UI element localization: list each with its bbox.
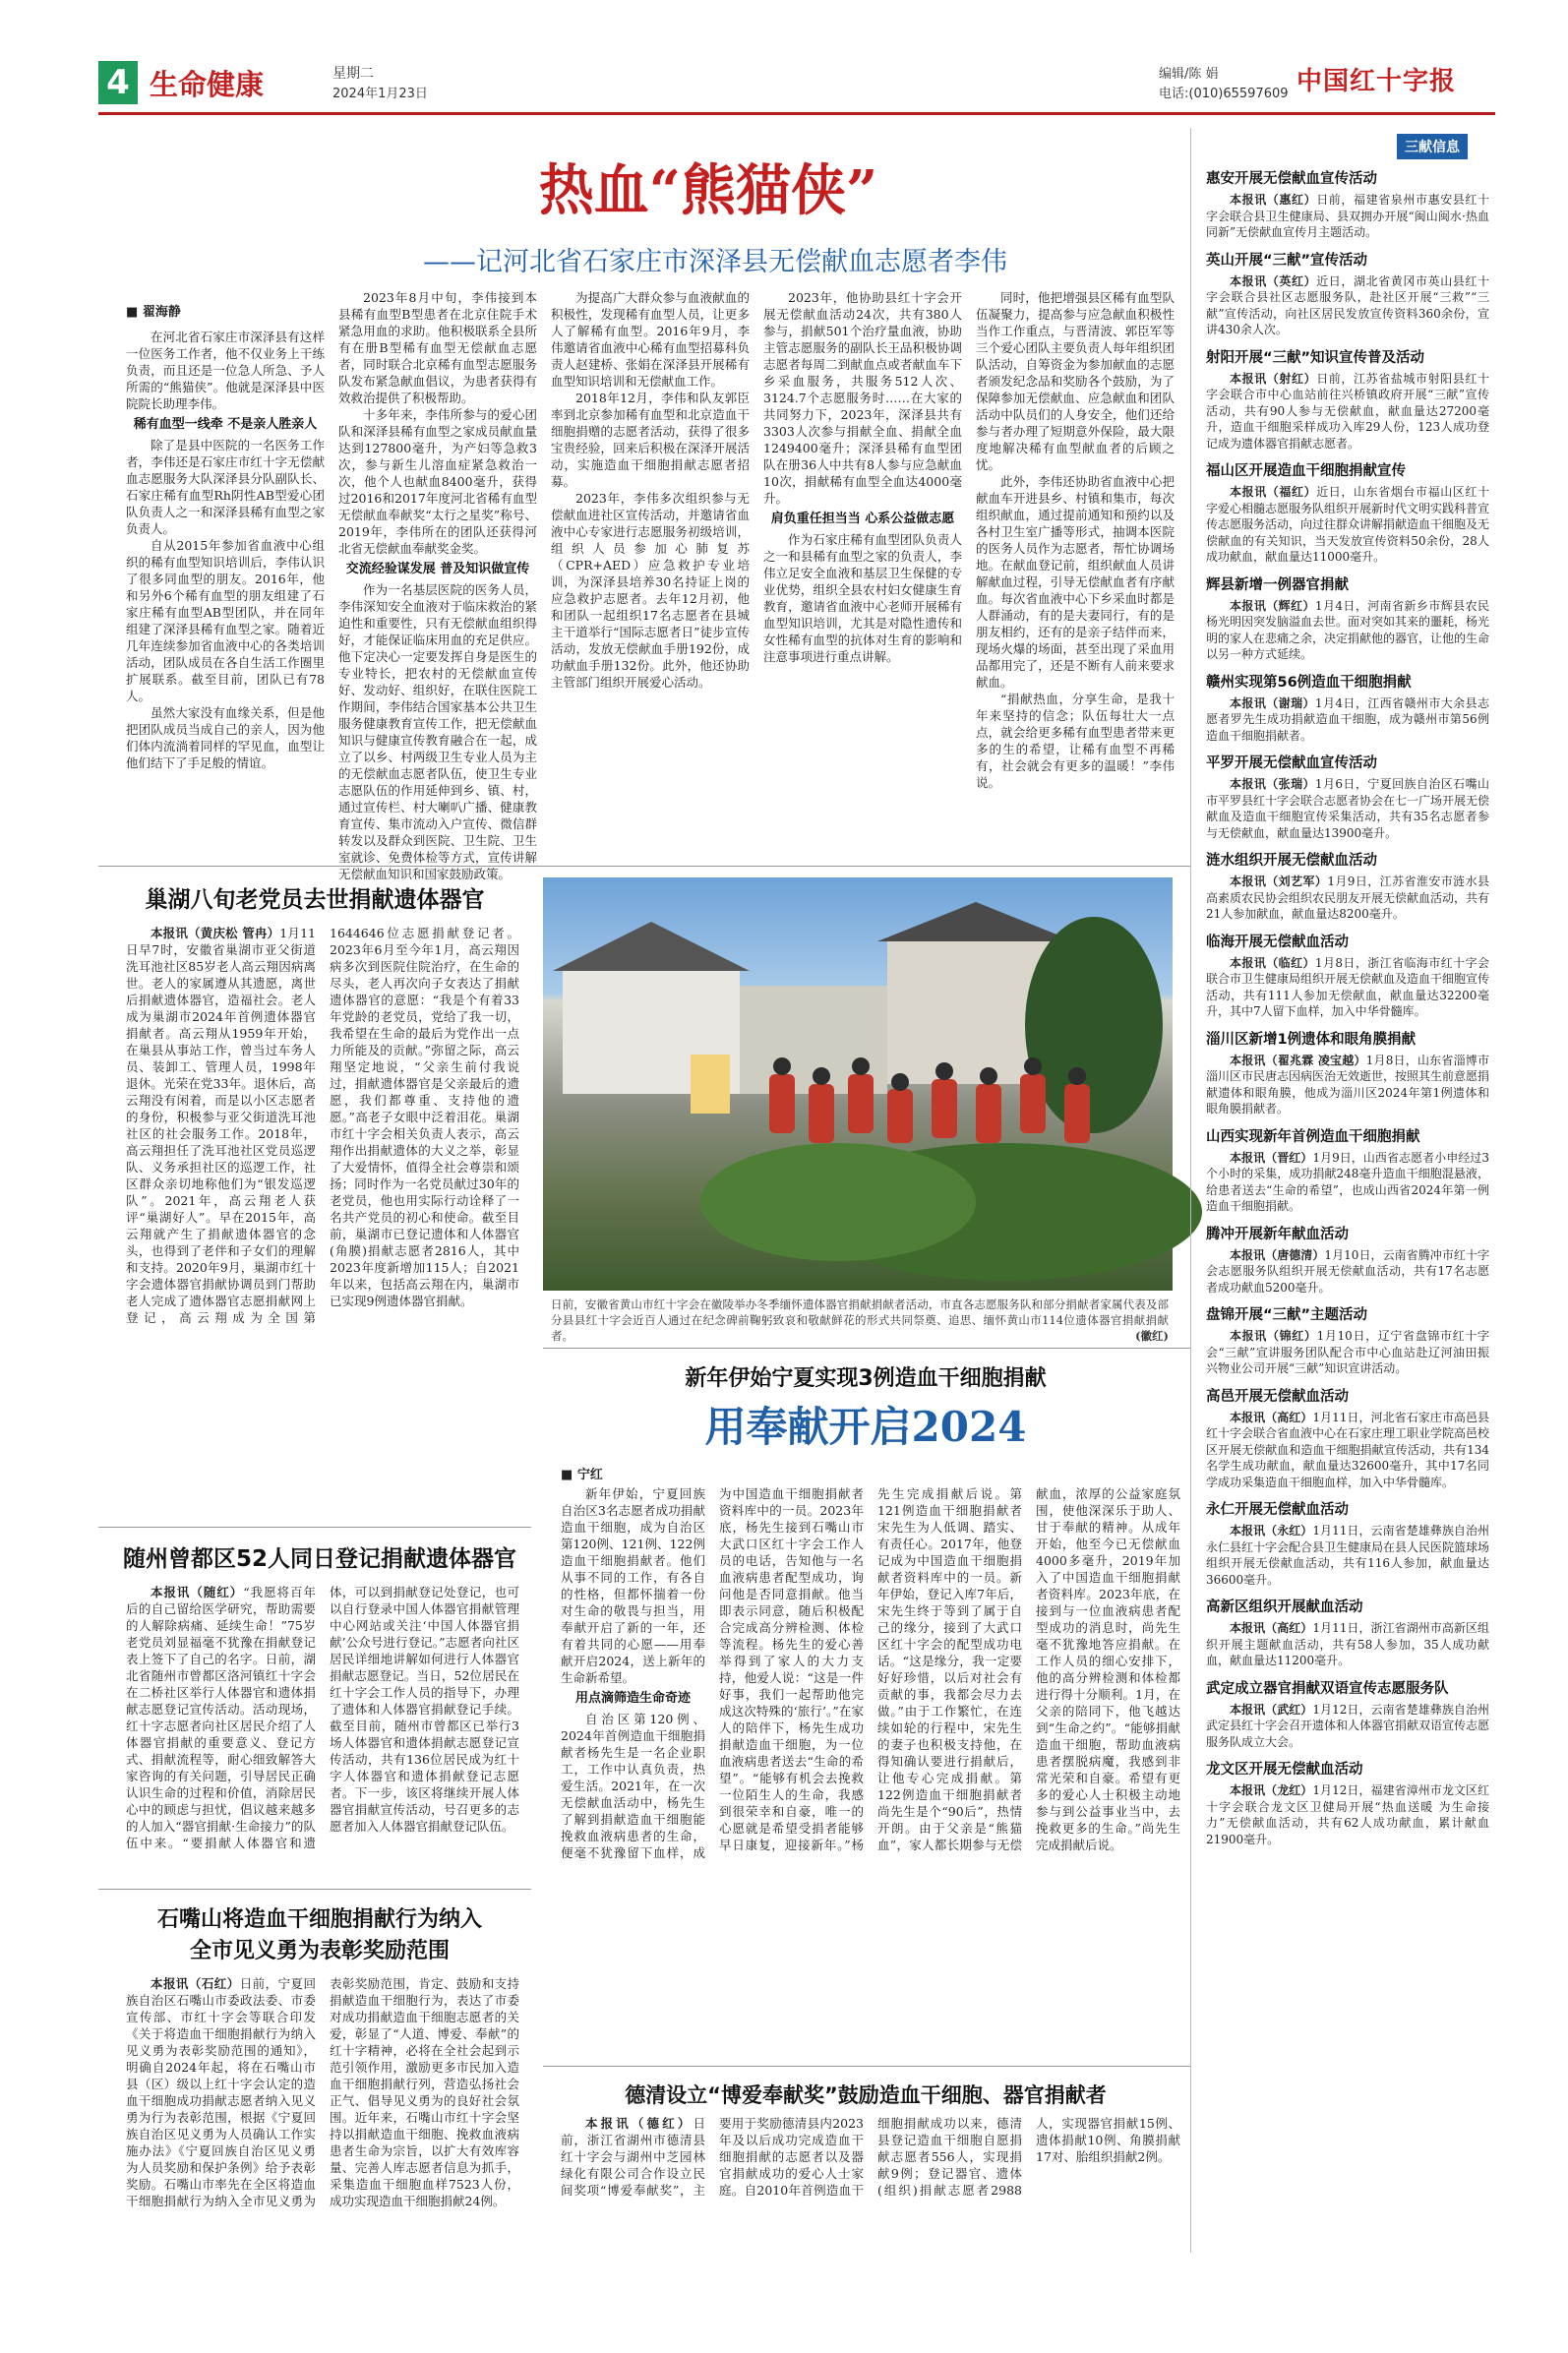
- main-paragraph: 作为石家庄稀有血型团队负责人之一和县稀有血型之家的负责人，李伟立足安全血液和基层卫生保健的专业优势，组织全县农村妇女健康生育教育，邀请省血液中心老师开展稀有血型知识培训，尤其是对隐性遗传和女性稀有血型的抗体对生育的影响和注意事项进行重点讲解。: [763, 532, 962, 664]
- article3-body: [126, 1584, 519, 1879]
- brief-title: 福山区开展造血干细胞捐献宣传: [1206, 463, 1406, 479]
- brief-title: 淄川区新增1例遗体和眼角膜捐献: [1206, 1031, 1417, 1048]
- briefs-header-label: 三献信息: [1405, 140, 1460, 155]
- article4-title-1: 石嘴山将造血干细胞捐献行为纳入: [156, 1907, 482, 1932]
- brief-byline: 本报讯（高红）: [1230, 1621, 1313, 1635]
- brief-text: 近日，湖北省黄冈市英山县红十字会联合县社区志愿服务队，赴社区开展“三救”“三献”宣传活动，向社区居民发放宣传资料360余份，宣讲430余人次。: [1206, 273, 1489, 336]
- brief-byline: 本报讯（武红）: [1230, 1702, 1313, 1717]
- brief-title: 腾冲开展新年献血活动: [1206, 1226, 1349, 1242]
- brief-byline: 本报讯（英红）: [1230, 273, 1317, 288]
- brief-text: 1月12日，福建省漳州市龙文区红十字会联合龙文区卫健局开展“热血送暖 为生命接力”无偿献血活动，共有62人成功献血，累计献血21900毫升。: [1206, 1783, 1489, 1846]
- section-divider: [98, 866, 1190, 867]
- brief-byline: 本报讯（辉红）: [1230, 598, 1315, 613]
- brief-item: [1206, 1303, 1489, 1377]
- brief-item: [1206, 931, 1489, 1020]
- brief-byline: 本报讯（晋红）: [1230, 1150, 1313, 1165]
- main-paragraph: 十多年来，李伟所参与的爱心团队和深泽县稀有血型之家成员献血量达到127800毫升，为产妇等急救3次，参与新生儿溶血症紧急救治一次，他个人也献血8400毫升，获得过2016和2017年度河北省稀有血型无偿献血奉献奖“太行之星奖”称号、2019年，李伟所在的团队还获得河北省无偿献血奉献奖金奖。: [338, 407, 537, 556]
- brief-title: 高邑开展无偿献血活动: [1206, 1388, 1349, 1405]
- brief-text-block: [1206, 484, 1489, 566]
- article5-text: 新年伊始，宁夏回族自治区3名志愿者成功捐献造血干细胞，成为自治区第120例、121例、122例造血干细胞捐献者。他们从事不同的工作，有各自的性格，但都怀揣着一份对生命的敬畏与担当，用奉献开启了新的一年，还有着共同的心愿——用奉献开启2024，送上新年的生命新希望。: [561, 1486, 705, 1685]
- header-editor: 编辑/陈 娟: [1159, 67, 1219, 82]
- brief-text-block: [1206, 1410, 1489, 1491]
- brief-byline: 本报讯（张瑞）: [1230, 777, 1315, 791]
- main-paragraph: 2023年，他协助县红十字会开展无偿献血活动24次，共有380人参与，捐献501个治疗量血液，协助主管志愿服务的副队长王品积极协调志愿者每周二到献血点或者献血车下乡采血服务，共服务512人次、3124.7个志愿服务时……在大家的共同努力下，2023年，深泽县共有3303人次参与捐献全血、捐献全血1249400毫升；深泽县稀有血型团队在册36人中共有8人参与应急献血10次，捐献稀有血型全血达4000毫升。: [763, 290, 962, 506]
- brief-byline: 本报讯（翟兆霖 凌宝越）: [1230, 1053, 1366, 1067]
- briefs-header: [1397, 134, 1468, 159]
- brief-item: [1206, 1125, 1489, 1215]
- article2-body: [126, 925, 519, 1515]
- main-paragraph: 虽然大家没有血缘关系，但是他把团队成员当成自己的亲人，因为他们体内流淌着同样的罕见血，血型让他们结下了手足般的情谊。: [126, 705, 325, 770]
- brief-text: 近日，山东省烟台市福山区红十字爱心相髓志愿服务队组织开展新时代文明实践科普宣传志愿服务活动，向过往群众讲解捐献造血干细胞及无偿献血的有关知识，当天发放宣传资料50余份，28人成功献血，献血量达11000毫升。: [1206, 485, 1490, 564]
- page-header: [98, 57, 1495, 112]
- article5-byline: 宁红: [576, 1468, 603, 1482]
- brief-text: 1月11日，浙江省湖州市高新区组织开展主题献血活动，共有58人参加，35人成功献血，献血量达11200毫升。: [1206, 1621, 1489, 1667]
- article4-byline: 本报讯（石红）: [151, 1976, 240, 1991]
- brief-byline: 本报讯（高红）: [1230, 1410, 1313, 1424]
- page-number-box: [98, 61, 138, 104]
- brief-title: 赣州实现第56例造血干细胞捐献: [1206, 674, 1412, 691]
- brief-item: [1206, 849, 1489, 923]
- article2-byline: 本报讯（黄庆松 管冉）: [151, 926, 280, 940]
- article6-text: 日前，浙江省湖州市德清县红十字会与湖州中芝园林绿化有限公司合作设立民间奖项“博爱奉献奖”，主要用于奖励德清县内2023年及以后成功完成造血干细胞捐献的志愿者以及器官捐献成功的爱心人士家庭。自2010年首例造血干细胞捐献成功以来，德清县登记造血干细胞自愿捐献志愿者556人，实现捐献9例；登记器官、遗体(组织)捐献志愿者2988人，实现器官捐献15例、遗体捐献10例、角膜捐献17对、胎组织捐献2例。: [561, 2116, 1180, 2198]
- brief-title: 永仁开展无偿献血活动: [1206, 1502, 1349, 1518]
- brief-item: [1206, 167, 1489, 241]
- brief-text-block: [1206, 1620, 1489, 1669]
- section-divider: [98, 1889, 531, 1890]
- brief-text-block: [1206, 273, 1489, 338]
- brief-title: 临海开展无偿献血活动: [1206, 934, 1349, 950]
- article5-kicker: 新年伊始宁夏实现3例造血干细胞捐献: [685, 1366, 1047, 1391]
- brief-byline: 本报讯（惠红）: [1230, 193, 1317, 207]
- main-paragraph: 2023年，李伟多次组织参与无偿献血进社区宣传活动，并邀请省血液中心专家进行志愿服务初级培训，组织人员参加心肺复苏（CPR+AED）应急救护专业培训，为深泽县培养30名持证上岗的应急救护志愿者。去年12月初，他和团队一起组织17名志愿者在县城主干道举行“国际志愿者日”徒步宣传活动，发放无偿献血手册192份，成功献血手册132份。此外，他还协助主管部门组织开展爱心活动。: [551, 491, 750, 690]
- main-subtitle: ——记河北省石家庄市深泽县无偿献血志愿者李伟: [423, 247, 1007, 277]
- brief-title: 涟水组织开展无偿献血活动: [1206, 853, 1377, 869]
- brief-byline: 本报讯（龙红）: [1230, 1783, 1313, 1797]
- brief-title: 射阳开展“三献”知识宣传普及活动: [1206, 349, 1425, 366]
- article4-title-2: 全市见义勇为表彰奖励范围: [189, 1939, 450, 1963]
- article3-title: 随州曾都区52人同日登记捐献遗体器官: [122, 1546, 516, 1572]
- brief-text: 1月12日，云南省楚雄彝族自治州武定县红十字会召开遗体和人体器官捐献双语宣传志愿服务队成立大会。: [1206, 1702, 1490, 1749]
- brief-byline: 本报讯（射红）: [1230, 371, 1317, 386]
- article6-body: [561, 2115, 1180, 2253]
- main-paragraph: 此外，李伟还协助省血液中心把献血车开进县乡、村镇和集市，每次组织献血，通过提前通知和预约以及各村卫生室广播等形式，抽调本医院的医务人员作为志愿者，帮忙协调场地。在献血登记前，组织献血人员讲解献血过程，引导无偿献血者有序献血。每次省血液中心下乡采血时都是人群涌动，有的是夫妻同行，有的是朋友相约，还有的是亲子结伴而来，现场火爆的场面，甚至出现了采血用品都用完了，还是不断有人前来要求献血。: [976, 474, 1175, 690]
- article4-body: [126, 1975, 519, 2270]
- masthead-logo: 中国红十字报: [1297, 67, 1457, 96]
- main-paragraph: 同时，他把增强县区稀有血型队伍凝聚力，提高参与应急献血积极性当作工作重点，与晋清波、郭臣军等三个爱心团队主要负责人每年组织团队活动，自筹资金为参加献血的志愿者颁发纪念品和奖励各个鼓励，为了保障参加无偿献血、应急献血和团队活动中队员们的人身安全，他们还给参与者办理了短期意外保险，最大限度地解决稀有血型献血者的后顾之忧。: [976, 290, 1175, 472]
- brief-title: 山西实现新年首例造血干细胞捐献: [1206, 1128, 1420, 1145]
- brief-text: 1月6日，宁夏回族自治区石嘴山市平罗县红十字会联合志愿者协会在七一广场开展无偿献血及造血干细胞宣传采集活动，共有35名志愿者参与无偿献血，献血量达13900毫升。: [1206, 777, 1490, 840]
- section-name: 生命健康: [150, 68, 265, 101]
- sidebar-divider: [1190, 128, 1191, 2253]
- main-col-5: [976, 289, 1175, 856]
- main-subhead: 稀有血型一线牵 不是亲人胜亲人: [133, 417, 318, 432]
- brief-item: [1206, 1758, 1489, 1847]
- header-date: 2024年1月23日: [332, 87, 428, 101]
- photo-caption: [551, 1297, 1169, 1344]
- main-col-3: [551, 289, 750, 856]
- brief-text: 1月9日，江苏省淮安市涟水县高素质农民协会组织农民朋友开展无偿献血活动，共有21人参加献血，献血量达8200毫升。: [1206, 875, 1490, 921]
- article5-byline-box: [561, 1464, 603, 1482]
- brief-text-block: [1206, 598, 1489, 663]
- brief-text: 日前，江苏省盐城市射阳县红十字会联合市中心血站前往兴桥镇政府开展“三献”宣传活动，共有90人参与无偿献血，献血量达27200毫升，造血干细胞采样成功入库29人份，123人成功登记成为遗体器官捐献志愿者。: [1206, 371, 1489, 451]
- brief-title: 高新区组织开展献血活动: [1206, 1599, 1363, 1615]
- section-divider: [543, 1348, 1190, 1349]
- brief-text: 1月4日，河南省新乡市辉县农民杨光明因突发脑溢血去世。面对突如其来的噩耗，杨光明的家人在悲痛之余，决定捐献他的器官，让他的生命以另一种方式延续。: [1206, 598, 1490, 661]
- brief-item: [1206, 1385, 1489, 1491]
- main-paragraph: 除了是县中医院的一名医务工作者，李伟还是石家庄市红十字无偿献血志愿服务大队深泽县分队副队长、石家庄稀有血型Rh阴性AB型爱心团队负责人之一和深泽县稀有血型之家负责人。: [126, 438, 325, 536]
- brief-text: 1月8日，浙江省临海市红十字会联合市卫生健康局组织开展无偿献血及造血干细胞宣传活动，共有111人参加无偿献血，献血量达32200毫升，其中7人留下血样，加入中华骨髓库。: [1206, 955, 1490, 1018]
- brief-title: 惠安开展无偿献血宣传活动: [1206, 171, 1377, 187]
- article5-title: 用奉献开启2024: [704, 1403, 1027, 1451]
- brief-text-block: [1206, 695, 1489, 745]
- main-byline-box: [126, 301, 181, 320]
- brief-title: 平罗开展无偿献血宣传活动: [1206, 755, 1377, 771]
- main-paragraph: 作为一名基层医院的医务人员，李伟深知安全血液对于临床救治的紧迫性和重要性，只有无偿献血组织得好，才能保证临床用血的充足供应。他下定决心一定要发挥自身是医生的专业特长，把农村的无偿献血宣传好、发动好、组织好，在联住医院工作期间，李伟结合国家基本公共卫生服务健康教育宣传工作，把无偿献血知识与健康宣传教育融合在一起，成立了以乡、村两级卫生专业人员为主的无偿献血志愿者队伍，使卫生专业志愿队伍的作用延伸到乡、镇、村，通过宣传栏、村大喇叭广播、健康教育宣传、集市流动入户宣传、微信群转发以及群众到医院、卫生院、卫生室就诊、免费体检等方式，宣传讲解无偿献血知识和国家鼓励政策。: [338, 582, 537, 881]
- main-title: 热血“熊猫侠”: [538, 158, 878, 223]
- article2-text: 1月11日早7时，安徽省巢湖市亚父街道洗耳池社区85岁老人高云翔因病离世。老人的家属遵从其遗愿，离世后捐献遗体器官，造福社会。老人成为巢湖市2024年首例遗体器官捐献者。高云翔从1959年开始，在巢县从事站工作，曾当过车务人员、装卸工、管理人员，1998年退休。光荣在党33年。退休后，高云翔没有闲着，而是以小区志愿者的身份，积极参与亚父街道洗耳池社区的社会服务工作。2018年，高云翔担任了洗耳池社区党员巡逻队、义务承担社区的巡逻工作，社区群众亲切地称他们为“银发巡逻队”。2021年，高云翔老人获评“巢湖好人”。早在2015年，高云翔就产生了捐献遗体器官的念头，也得到了老伴和子女们的理解和支持。2020年9月，巢湖市红十字会遗体器官捐献协调员到门帮助老人完成了遗体器官志愿捐献网上登记，高云翔成为全国第1644646位志愿捐献登记者。2023年6月至今年1月，高云翔因病多次到医院住院治疗，在生命的尽头，老人再次向子女表达了捐献遗体器官的意愿：“我是个有着33年党龄的老党员，党给了我一切，我希望在生命的最后为党作出一点力所能及的贡献。”弥留之际，高云翔坚定地说，“父亲生前付我说过，捐献遗体器官是父亲最后的遗愿，我们都尊重、支持他的遗愿。”高老子女眼中泛着泪花。巢湖市红十字会相关负责人表示，高云翔作出捐献遗体的大义之举，彰显了大爱情怀，值得全社会尊崇和颂扬；同时作为一名党员献过30年的老党员，他也用实际行动诠释了一名共产党员的初心和使命。截至目前，巢湖市已登记遗体和人体器官(角膜)捐献志愿者2816人，其中2023年度新增加115人；自2021年以来，包括高云翔在内，巢湖市已实现9例遗体器官捐献。: [126, 926, 519, 1325]
- header-weekday: 星期二: [332, 66, 374, 82]
- article4-text: 日前，宁夏回族自治区石嘴山市委政法委、市委宣传部、市红十字会等联合印发《关于将造血干细胞捐献行为纳入见义勇为表彰奖励范围的通知》，明确自2024年起，将在石嘴山市县（区）级以上红十字会认定的造血干细胞成功捐献志愿者纳入见义勇为行为表彰范围，根据《宁夏回族自治区见义勇为人员确认工作实施办法》《宁夏回族自治区见义勇为人员奖励和保护条例》给予表彰奖励。石嘴山市率先在全区将造血干细胞捐献行为纳入全市见义勇为表彰奖励范围，肯定、鼓励和支持捐献造血干细胞行为，表达了市委对成功捐献造血干细胞志愿者的关爱，彰显了“人道、博爱、奉献”的红十字精神，必将在全社会起到示范引领作用，激励更多市民加入造血干细胞捐献行列，营造弘扬社会正气、倡导见义勇为的良好社会氛围。近年来，石嘴山市红十字会坚持以捐献造血干细胞、挽救血液病患者生命为宗旨，以扩大有效库容量、完善人库志愿者信息为抓手，采集造血干细胞血样7523人份，成功实现造血干细胞捐献24例。: [126, 1976, 519, 2208]
- briefs-column: [1206, 159, 1489, 2253]
- article5-body: [561, 1485, 1180, 2056]
- page-number: 4: [106, 63, 130, 102]
- brief-text: 日前，福建省泉州市惠安县红十字会联合县卫生健康局、县双拥办开展“闽山闽水·热血同新”无偿献血宣传月主题活动。: [1206, 193, 1489, 239]
- brief-text-block: [1206, 874, 1489, 923]
- main-subhead: 交流经验谋发展 普及知识做宣传: [345, 562, 530, 576]
- brief-byline: 本报讯（谢瑞）: [1230, 695, 1315, 710]
- brief-item: [1206, 1028, 1489, 1117]
- article2-title: 巢湖八旬老党员去世捐献遗体器官: [145, 887, 485, 913]
- brief-item: [1206, 752, 1489, 841]
- article5-subhead: 用点滴筛造生命奇迹: [574, 1691, 691, 1706]
- brief-text-block: [1206, 776, 1489, 841]
- article6-title: 德清设立“博爱奉献奖”鼓励造血干细胞、器官捐献者: [625, 2083, 1107, 2107]
- brief-title: 辉县新增一例器官捐献: [1206, 576, 1349, 593]
- brief-text-block: [1206, 955, 1489, 1020]
- section-divider: [543, 2066, 1190, 2067]
- main-paragraph: 2023年8月中旬，李伟接到本县稀有血型B型患者在北京住院手术紧急用血的求助。他积极联系全县所有在册B型稀有血型无偿献血志愿者，同时联合北京稀有血型志愿服务队发布紧急献血倡议，为患者获得有效救治提供了积极帮助。: [338, 290, 537, 405]
- brief-title: 盘锦开展“三献”主题活动: [1206, 1307, 1368, 1323]
- article5-text2: 自治区第120例、2024年首例造血干细胞捐献者杨先生是一名企业职工，工作中认真负责，热爱生活。2021年，在一次无偿献血活动中，杨先生了解到捐献造血干细胞能挽救血液病患者的生命，便毫不犹豫留下血样，成为中国造血干细胞捐献者资料库中的一员。2023年底，杨先生接到石嘴山市大武口区红十字会工作人员的电话，告知他与一名血液病患者配型成功，询问他是否同意捐献。他当即表示同意，随后积极配合完成高分辨检测、体检等流程。杨先生的爱心善举得到了家人的大力支持，他爱人说：“这是一件好事，我们一起帮助他完成这次特殊的‘旅行’。”在家人的陪伴下，杨先生成功捐献造血干细胞，为一位血液病患者送去“生命的希望”。“能够有机会去挽救一位陌生人的生命，我感到很荣幸和自豪，唯一的心愿就是希望受捐者能够早日康复，迎接新年。”杨先生完成捐献后说。第121例造血干细胞捐献者宋先生为人低调、踏实、有责任心。2017年，他登记成为中国造血干细胞捐献者资料库中的一员。新年伊始，登记入库7年后，宋先生终于等到了属于自己的缘分，接到了大武口区红十字会的配型成功电话。“这是缘分，我一定要好好珍惜，以后对社会有贡献的事，我都会尽力去做。”由于工作繁忙，在连续如轮的行程中，宋先生的妻子也积极支持他，在得知确认要进行捐献后，让他专心完成捐献。第122例造血干细胞捐献者尚先生是个“90后”，热情开朗。由于父亲是“熊猫血”，家人都长期参与无偿献血，浓厚的公益家庭氛围，使他深深乐于助人、甘于奉献的精神。从成年开始，他至今已无偿献血4000多毫升，2019年加入了中国造血干细胞捐献者资料库。2023年底，在接到与一位血液病患者配型成功的消息时，尚先生毫不犹豫地答应捐献。在工作人员的细心安排下，他的高分辨检测和体检都进行得十分顺利。1月，在父亲的陪同下，他飞越达到“生命之约”。“能够捐献造血干细胞，帮助血液病患者摆脱病魔，我感到非常光荣和自豪。希望有更多的爱心人士积极主动地参与到公益事业当中，去挽救更多的生命。”尚先生完成捐献后说。: [561, 1486, 1180, 1860]
- main-paragraph: 为提高广大群众参与血液献血的积极性，发现稀有血型人员，让更多人了解稀有血型。2016年9月，李伟邀请省血液中心稀有血型招募科负责人赵建桥、张娟在深泽县开展稀有血型知识培训和无偿献血工作。: [551, 290, 750, 389]
- main-subhead: 肩负重任担当当 心系公益做志愿: [770, 512, 955, 526]
- brief-text: 1月11日，云南省楚雄彝族自治州永仁县红十字会配合县卫生健康局在县人民医院篮球场组织开展无偿献血活动，共有116人参加，献血量达36600毫升。: [1206, 1524, 1490, 1587]
- brief-text-block: [1206, 1702, 1489, 1751]
- brief-title: 龙文区开展无偿献血活动: [1206, 1762, 1363, 1778]
- brief-item: [1206, 1596, 1489, 1669]
- brief-text-block: [1206, 1523, 1489, 1588]
- article6-byline: 本报讯（德红）: [585, 2116, 694, 2131]
- brief-title: 英山开展“三献”宣传活动: [1206, 252, 1368, 269]
- main-paragraph: 自从2015年参加省血液中心组织的稀有血型知识培训后，李伟认识了很多同血型的朋友。2016年，他和另外6个稀有血型的朋友组建了石家庄稀有血型AB型团队，并在同年组建了深泽县稀有血型之家。随着近几年连续参加省血液中心的各类培训活动，团队成员在各自生活工作圈里扩展联系。截至目前，团队已有78人。: [126, 538, 325, 703]
- square-bullet-icon: ■: [126, 305, 143, 320]
- brief-text: 1月11日，河北省石家庄市高邑县红十字会联合省血液中心在石家庄理工职业学院高邑校区开展无偿献血和造血干细胞捐献宣传活动，共有134名学生成功献血，献血量达32600毫升，其中17名同学成功采集造血干细胞血样，加入中华骨髓库。: [1206, 1410, 1490, 1489]
- brief-item: [1206, 1677, 1489, 1751]
- brief-text-block: [1206, 1328, 1489, 1377]
- main-col-1: [126, 329, 325, 856]
- square-bullet-icon: ■: [561, 1468, 577, 1482]
- photo-illustration: [543, 877, 1173, 1291]
- main-paragraph: 2018年12月，李伟和队友郭臣率到北京参加稀有血型和北京造血干细胞捐赠的志愿者活动，获得了很多宝贵经验，回来后积极在深泽开展活动，实施造血干细胞捐献志愿者招募。: [551, 391, 750, 489]
- brief-item: [1206, 671, 1489, 745]
- brief-byline: 本报讯（永红）: [1230, 1524, 1313, 1538]
- brief-byline: 本报讯（临红）: [1230, 955, 1315, 970]
- brief-item: [1206, 249, 1489, 338]
- article3-byline: 本报讯（随红）: [151, 1585, 244, 1599]
- brief-item: [1206, 346, 1489, 452]
- brief-text: 1月10日，辽宁省盘锦市红十字会“三献”宣讲服务团队配合市中心血站赴辽河油田振兴物业公司开展“三献”知识宣讲活动。: [1206, 1329, 1489, 1375]
- brief-byline: 本报讯（锦红）: [1230, 1329, 1317, 1343]
- brief-text-block: [1206, 371, 1489, 452]
- brief-text: 1月10日，云南省腾冲市红十字会志愿服务队组织开展无偿献血活动，共有17名志愿者成功献血5200毫升。: [1206, 1247, 1489, 1295]
- brief-item: [1206, 1498, 1489, 1588]
- header-rule: [98, 112, 1495, 115]
- event-photo: [543, 877, 1173, 1291]
- brief-text-block: [1206, 1150, 1489, 1215]
- main-col-4: [763, 289, 962, 856]
- brief-text: 1月4日，江西省赣州市大余县志愿者罗先生成功捐献造血干细胞，成为赣州市第56例造血干细胞捐献者。: [1206, 695, 1489, 743]
- photo-caption-text: 日前，安徽省黄山市红十字会在徽陵举办冬季缅怀遗体器官捐献捐献者活动，市直各志愿服务队和部分捐献者家属代表及部分县县红十字会近百人通过在纪念碑前鞠躬致哀和敬献鲜花的形式共同祭奠、追思、缅怀黄山市114位遗体器官捐献捐献者。: [551, 1297, 1169, 1343]
- brief-byline: 本报讯（刘艺军）: [1230, 875, 1328, 888]
- brief-item: [1206, 1223, 1489, 1297]
- photo-credit: (徽红): [1135, 1329, 1169, 1343]
- header-phone: 电话:(010)65597609: [1159, 87, 1289, 101]
- brief-byline: 本报讯（福红）: [1230, 485, 1317, 499]
- brief-text-block: [1206, 192, 1489, 241]
- brief-title: 武定成立器官捐献双语宣传志愿服务队: [1206, 1680, 1449, 1697]
- article3-text: “我愿将百年后的自己留给医学研究，帮助需要的人解除病痛、延续生命！”75岁老党员刘显福毫不犹豫在捐献登记表上签下了自己的名字。日前，湖北省随州市曾都区洛河镇红十字会在二桥社区举行人体器官和遗体捐献志愿登记宣传活动。活动现场，红十字志愿者向社区居民介绍了人体器官捐献的重要意义、登记方式、捐献流程等，耐心细致解答大家咨询的有关问题，引导居民正确认识生命的过程和价值，消除居民心中的顾虑与担忧，倡议越来越多的人加入“器官捐献·生命接力”的队伍中来。“要捐献人体器官和遗体，可以到捐献登记处登记，也可以自行登录中国人体器官捐献管理中心网站或关注‘中国人体器官捐献’公众号进行登记。”志愿者向社区居民详细地讲解如何进行人体器官捐献志愿登记。当日，52位居民在红十字会工作人员的指导下，办理了遗体和人体器官捐献登记手续。截至目前，随州市曾都区已举行3场人体器官和遗体捐献志愿登记宣传活动，共有136位居民成为红十字人体器官和遗体捐献登记志愿者。下一步，该区将继续开展人体器官捐献宣传活动，号召更多的志愿者加入人体器官捐献登记队伍。: [126, 1585, 519, 1850]
- brief-text-block: [1206, 1782, 1489, 1847]
- section-divider: [98, 1527, 531, 1528]
- brief-item: [1206, 573, 1489, 663]
- brief-byline: 本报讯（唐德清）: [1230, 1247, 1325, 1262]
- brief-item: [1206, 459, 1489, 566]
- brief-text-block: [1206, 1247, 1489, 1297]
- brief-text-block: [1206, 1053, 1489, 1117]
- main-col-2: [338, 289, 537, 881]
- main-paragraph: 在河北省石家庄市深泽县有这样一位医务工作者，他不仅业务上干练负责，而且还是一位急人所急、予人所需的“熊猫侠”。他就是深泽县中医院院长助理李伟。: [126, 330, 325, 411]
- brief-text: 1月8日，山东省淄博市淄川区市民唐志因病医治无效逝世，按照其生前意愿捐献遗体和眼角膜，他成为淄川区2024年第1例遗体和眼角膜捐献者。: [1206, 1053, 1490, 1116]
- brief-text: 1月9日，山西省志愿者小申经过3个小时的采集，成功捐献248毫升造血干细胞混悬液，给患者送去“生命的希望”，也成山西省2024年第一例造血干细胞捐献。: [1206, 1150, 1489, 1213]
- main-byline: 翟海静: [142, 305, 181, 320]
- main-paragraph: “捐献热血，分享生命，是我十年来坚持的信念；队伍每壮大一点点，就会给更多稀有血型患者带来更多的生的希望，让稀有血型不再稀有，社会就会有更多的温暖！”李伟说。: [976, 692, 1175, 790]
